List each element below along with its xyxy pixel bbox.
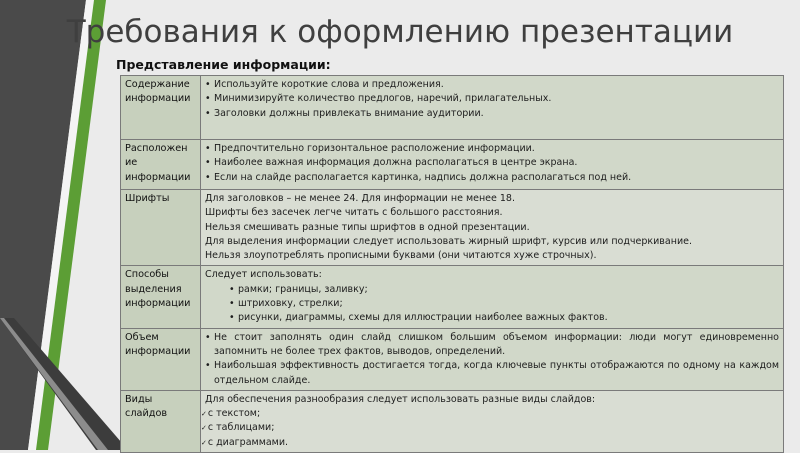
text-line: Для выделения информации следует использовать жирный шрифт, курсив или подчеркивание. [205, 235, 692, 247]
text-line: Нельзя злоупотреблять прописными буквами (они читаются хуже строчных). [205, 250, 597, 262]
row-content [201, 266, 784, 328]
table-row [121, 266, 784, 328]
text-line: Нельзя смешивать разные типы шрифтов в одной презентации. [205, 221, 530, 233]
row-content [201, 328, 784, 390]
table-row [121, 190, 784, 266]
table-row [121, 390, 784, 452]
row-label-line: Расположен [125, 143, 188, 154]
list-item: • Не стоит заполнять один слайд слишком большим объемом информации: люди могут единовременно запомнить не более трех фактов, выводов, определений. [205, 331, 779, 360]
text-line: Для заголовков – не менее 24. Для информации не менее 18. [205, 193, 515, 204]
list-item: • рисунки, диаграммы, схемы для иллюстрации наиболее важных фактов. [205, 311, 779, 325]
list-item: • Наиболее важная информация должна располагаться в центре экрана. [205, 156, 779, 170]
slide-title: Требования к оформлению презентации [66, 14, 734, 50]
row-label-line: информации [125, 171, 191, 183]
list-item: • Наибольшая эффективность достигается тогда, когда ключевые пункты отображаются по одному на каждом отдельном слайде. [205, 359, 779, 388]
row-content [201, 76, 784, 140]
list-item: • Используйте короткие слова и предложения. [205, 78, 779, 92]
table-row [121, 140, 784, 190]
list-item: ✓ с текстом; [199, 407, 779, 421]
list-item: • Заголовки должны привлекать внимание аудитории. [205, 107, 779, 121]
table-row [121, 328, 784, 390]
row-label: Содержание информации [121, 76, 201, 140]
list-item: • Предпочтительно горизонтальное расположение информации. [205, 142, 779, 156]
row-content [201, 390, 784, 452]
requirements-table [120, 75, 784, 453]
list-item: • рамки; границы, заливку; [205, 283, 779, 297]
text-line: Шрифты без засечек легче читать с большого расстояния. [205, 207, 503, 219]
list-item: • штриховку, стрелки; [205, 297, 779, 311]
table-row [121, 76, 784, 140]
row-content [201, 140, 784, 190]
list-item: • Если на слайде располагается картинка, надпись должна располагаться под ней. [205, 171, 779, 185]
list-item: • Минимизируйте количество предлогов, наречий, прилагательных. [205, 92, 779, 106]
row-label: Способы выделения информации [121, 266, 201, 328]
list-item: ✓ с таблицами; [199, 421, 779, 435]
row-content [201, 190, 784, 266]
row-label: Виды слайдов [121, 390, 201, 452]
row-intro: Следует использовать: [205, 269, 322, 281]
slide-subtitle: Представление информации: [116, 57, 331, 72]
row-label: Шрифты [121, 190, 201, 266]
row-intro: Для обеспечения разнообразия следует использовать разные виды слайдов: [205, 393, 596, 405]
row-label-line: ие [125, 157, 138, 169]
row-label [121, 140, 201, 190]
list-item: ✓ с диаграммами. [199, 436, 779, 450]
row-label: Объем информации [121, 328, 201, 390]
